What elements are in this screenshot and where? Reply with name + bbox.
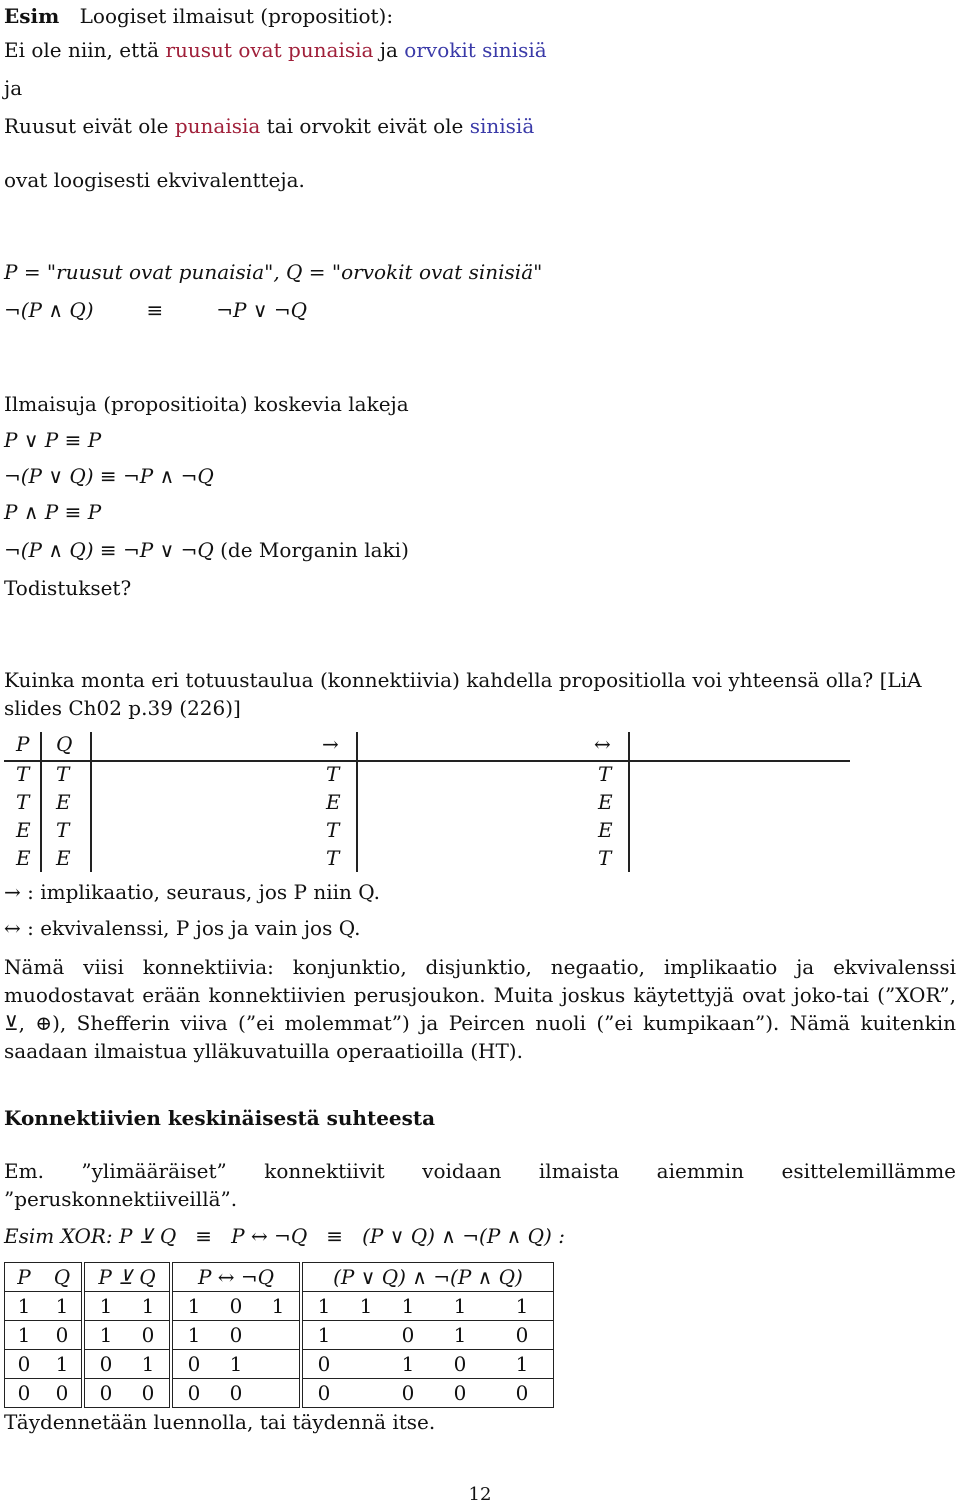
s1-text-c: ja xyxy=(373,38,405,62)
table-cell: E xyxy=(56,846,71,870)
header-equivalence: ↔ xyxy=(594,732,611,756)
table-cell: 0 xyxy=(55,1381,69,1405)
header-p-equiv-not-q: P ↔ ¬Q xyxy=(171,1263,301,1292)
sentence-3 xyxy=(4,114,534,138)
table-cell: 1 xyxy=(55,1294,69,1318)
table-cell: E xyxy=(598,818,613,842)
connectives-paragraph: Nämä viisi konnektiivia: konjunktio, disjunktio, negaatio, implikaatio ja ekvivalenssi muodostavat erään konnektiivien perusjoukon. Muita joskus käytettyjä ovat joko-tai (”XOR”, ⊻, ⊕), Shefferin viiva (”ei molemmat”) ja Peircen nuoli (”ei kumpikaan”). Nämä kuitenkin saadaan ilmaistua ylläkuvatuilla operaatioilla (HT). xyxy=(4,955,956,1063)
table-cell: 1 xyxy=(55,1352,69,1376)
table-cell: 0 xyxy=(401,1323,415,1347)
page-number: 12 xyxy=(468,1484,492,1505)
table-rule xyxy=(4,760,850,762)
intro-heading: Loogiset ilmaisut (propositiot): xyxy=(79,4,394,28)
closing-note: Täydennetään luennolla, tai täydennä itse. xyxy=(4,1410,436,1434)
law-4-note: (de Morganin laki) xyxy=(213,538,409,562)
law-2: ¬(P ∨ Q) ≡ ¬P ∧ ¬Q xyxy=(4,464,214,488)
table-cell: T xyxy=(16,790,30,814)
table-cell: 1 xyxy=(491,1292,554,1321)
table-cell: 0 xyxy=(229,1294,243,1318)
table-cell: T xyxy=(56,762,70,786)
table-cell: T xyxy=(326,818,340,842)
law-4-formula: ¬(P ∧ Q) ≡ ¬P ∨ ¬Q xyxy=(4,538,214,562)
table-cell xyxy=(345,1350,387,1379)
xor-truth-table xyxy=(4,1262,554,1408)
table-cell: 1 xyxy=(171,1292,215,1321)
s1-text-d: orvokit sinisiä xyxy=(404,38,547,62)
table-cell: 0 xyxy=(401,1381,415,1405)
demorgan-rhs: ¬P ∨ ¬Q xyxy=(216,298,308,322)
table-cell: 0 xyxy=(229,1323,243,1347)
table-row xyxy=(5,1321,554,1350)
question-line-1: Kuinka monta eri totuustaulua (konnektiivia) kahdella propositiolla voi yhteensä olla? [LiA xyxy=(4,668,922,692)
s3-text-c: tai orvokit eivät ole xyxy=(260,114,470,138)
table-cell: 1 xyxy=(5,1292,44,1321)
header-q: Q xyxy=(53,1265,71,1289)
table-row xyxy=(5,1292,554,1321)
table-cell: 0 xyxy=(5,1350,44,1379)
s3-text-a: Ruusut eivät ole xyxy=(4,114,175,138)
table-cell: 1 xyxy=(83,1321,127,1350)
s3-text-b: punaisia xyxy=(174,114,261,138)
table-cell: 0 xyxy=(5,1379,44,1408)
header-implication: → xyxy=(322,732,339,756)
table-cell: 1 xyxy=(141,1352,155,1376)
table-cell: T xyxy=(598,846,612,870)
table-rule xyxy=(628,732,630,872)
table-cell: 1 xyxy=(171,1321,215,1350)
table-cell: 0 xyxy=(55,1323,69,1347)
table-cell: 0 xyxy=(83,1350,127,1379)
demorgan-example xyxy=(4,298,307,322)
table-cell: 0 xyxy=(171,1350,215,1379)
s1-text-a: Ei ole niin, että xyxy=(4,38,166,62)
table-cell: 1 xyxy=(141,1294,155,1318)
table-cell xyxy=(345,1379,387,1408)
table-cell: 0 xyxy=(229,1381,243,1405)
header-q: Q xyxy=(56,732,73,756)
table-rule xyxy=(356,732,358,872)
table-row xyxy=(5,1350,554,1379)
table-rule xyxy=(90,732,92,872)
table-cell: 0 xyxy=(301,1350,345,1379)
table-cell: 0 xyxy=(171,1379,215,1408)
proofs-question: Todistukset? xyxy=(4,576,132,600)
sentence-4: ovat loogisesti ekvivalentteja. xyxy=(4,168,305,192)
table-cell: T xyxy=(16,762,30,786)
table-cell: 1 xyxy=(453,1323,467,1347)
law-1: P ∨ P ≡ P xyxy=(4,428,102,452)
table-cell: E xyxy=(326,790,341,814)
question-line-2: slides Ch02 p.39 (226)] xyxy=(4,696,241,720)
equivalence-symbol: ≡ xyxy=(146,298,164,322)
sentence-2: ja xyxy=(4,76,23,100)
table-cell: 1 xyxy=(401,1352,415,1376)
section-heading: Konnektiivien keskinäisestä suhteesta xyxy=(4,1106,436,1130)
implication-legend: → : implikaatio, seuraus, jos P niin Q. xyxy=(4,880,380,904)
demorgan-lhs: ¬(P ∧ Q) xyxy=(4,298,94,322)
header-p: P xyxy=(16,732,30,756)
table-cell: 0 xyxy=(491,1379,554,1408)
table-cell: 1 xyxy=(229,1352,243,1376)
example-label: Esim xyxy=(4,4,60,28)
table-cell: 0 xyxy=(141,1323,155,1347)
table-cell: 1 xyxy=(401,1294,415,1318)
table-header-row xyxy=(5,1263,554,1292)
table-cell: T xyxy=(598,762,612,786)
s1-text-b: ruusut ovat punaisia xyxy=(165,38,374,62)
table-cell: 0 xyxy=(491,1321,554,1350)
table-cell: T xyxy=(326,762,340,786)
section-paragraph: Em. ”ylimääräiset” konnektiivit voidaan ilmaista aiemmin esittelemillämme ”peruskonnektiiveillä”. xyxy=(4,1159,956,1211)
law-4 xyxy=(4,538,409,562)
xor-example: Esim XOR: P ⊻ Q ≡ P ↔ ¬Q ≡ (P ∨ Q) ∧ ¬(P ∧ Q) : xyxy=(4,1224,565,1248)
definition-line: P = "ruusut ovat punaisia", Q = "orvokit ovat sinisiä" xyxy=(4,260,543,284)
table-cell: 1 xyxy=(359,1294,373,1318)
table-cell: E xyxy=(16,818,31,842)
table-cell: 0 xyxy=(83,1379,127,1408)
table-cell: 1 xyxy=(271,1294,285,1318)
table-rule xyxy=(40,732,42,872)
table-cell xyxy=(345,1321,387,1350)
header-p: P xyxy=(5,1263,44,1292)
table-cell: 1 xyxy=(5,1321,44,1350)
table-cell: 0 xyxy=(453,1352,467,1376)
table-cell: 1 xyxy=(301,1321,345,1350)
header-expanded-xor: (P ∨ Q) ∧ ¬(P ∧ Q) xyxy=(301,1263,554,1292)
table-cell: 0 xyxy=(141,1381,155,1405)
s3-text-d: sinisiä xyxy=(469,114,535,138)
table-cell: 0 xyxy=(301,1379,345,1408)
table-cell: T xyxy=(326,846,340,870)
table-cell: 1 xyxy=(301,1292,345,1321)
header-xor: P ⊻ Q xyxy=(83,1263,171,1292)
table-cell xyxy=(257,1321,301,1350)
table-cell: 1 xyxy=(453,1294,467,1318)
table-cell: E xyxy=(56,790,71,814)
table-cell: 1 xyxy=(491,1350,554,1379)
table-cell: T xyxy=(56,818,70,842)
laws-title: Ilmaisuja (propositioita) koskevia lakeja xyxy=(4,392,409,416)
table-cell: E xyxy=(16,846,31,870)
intro-line xyxy=(4,4,393,28)
table-cell: 1 xyxy=(83,1292,127,1321)
equivalence-legend: ↔ : ekvivalenssi, P jos ja vain jos Q. xyxy=(4,916,361,940)
table-cell xyxy=(257,1379,301,1408)
table-cell xyxy=(257,1350,301,1379)
law-3: P ∧ P ≡ P xyxy=(4,500,102,524)
table-row xyxy=(5,1379,554,1408)
sentence-1 xyxy=(4,38,547,62)
table-cell: E xyxy=(598,790,613,814)
table-cell: 0 xyxy=(453,1381,467,1405)
